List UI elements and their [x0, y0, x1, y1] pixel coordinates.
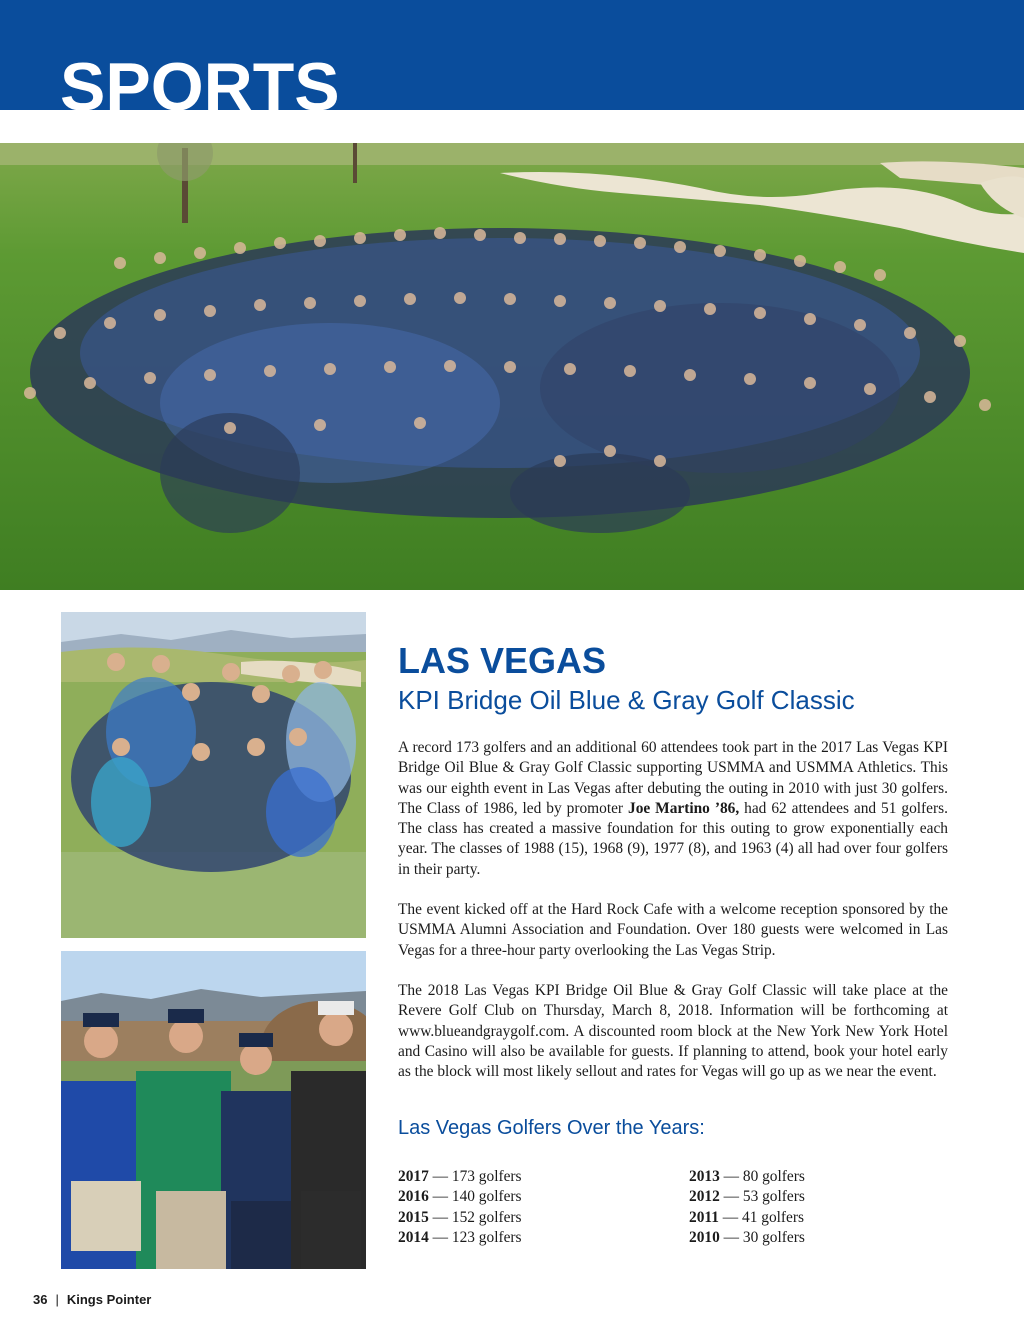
dash: — — [719, 1168, 743, 1185]
page-number: 36 — [33, 1292, 48, 1307]
dash: — — [719, 1228, 743, 1246]
article-heading: LAS VEGAS — [398, 640, 607, 681]
article-subheading: KPI Bridge Oil Blue & Gray Golf Classic — [398, 685, 855, 715]
list-item — [689, 1208, 805, 1228]
dash: — — [719, 1188, 743, 1206]
list-item — [398, 1187, 522, 1207]
year: 2011 — [689, 1208, 719, 1226]
paragraph-text: A record 173 golfers and an additional 60 attendees took part in the 2017 Las Vegas KPI Bridge Oil Blue & Gray Golf Classic supporting USMMA and USMMA Athletics. This was our eighth event in Las Vegas after debuting the outing in 2010 with just 30 golfers. The Class of 1986, led by promoter — [398, 739, 948, 817]
golfer-count: 53 golfers — [742, 1188, 805, 1206]
list-item — [689, 1228, 805, 1248]
golfer-count: 80 golfers — [742, 1168, 805, 1185]
year: 2017 — [398, 1168, 429, 1185]
publication-name: Kings Pointer — [66, 1292, 152, 1307]
section-title: SPORTS — [60, 49, 340, 125]
paragraph-text: had 62 attendees and 51 golfers. The class has created a massive foundation for this outing to grow exponentially each year. The classes of 1988 (15), 1968 (9), 1977 (8), and 1963 (4) all had over four golfers in their party. — [398, 799, 948, 878]
list-item — [398, 1208, 522, 1228]
dash: — — [428, 1228, 452, 1246]
golfer-count: 152 golfers — [451, 1208, 522, 1226]
promoter-name: Joe Martino ’86, — [628, 799, 740, 817]
group-photo-golfers-on-green — [61, 612, 366, 938]
paragraph-2018-event: The 2018 Las Vegas KPI Bridge Oil Blue & Gray Golf Classic will take place at the Revere Golf Club on Thursday, March 8, 2018. Information will be forthcoming at www.blueandgraygolf.com. A discounted room block at the New York New York Hotel and Casino will also be available for guests. If planning to attend, book your hotel early as the block will most likely sellout and rates for Vegas will go up as we near the event. — [398, 981, 948, 1081]
year: 2016 — [398, 1188, 429, 1206]
hero-group-photo — [0, 143, 1024, 590]
year: 2013 — [689, 1168, 720, 1185]
golfers-list-left — [398, 1167, 522, 1248]
list-item — [689, 1187, 805, 1207]
footer-separator: | — [55, 1292, 59, 1307]
page-footer — [33, 1292, 151, 1307]
article-body — [398, 738, 948, 1102]
year: 2014 — [398, 1228, 429, 1246]
year: 2015 — [398, 1208, 429, 1226]
photo-four-golfers — [61, 951, 366, 1269]
year: 2010 — [689, 1228, 720, 1246]
list-item — [689, 1167, 805, 1187]
list-item — [398, 1167, 522, 1187]
golfer-count: 140 golfers — [451, 1188, 522, 1206]
golfers-list-right — [689, 1167, 805, 1248]
golfers-over-years-heading: Las Vegas Golfers Over the Years: — [398, 1117, 705, 1139]
paragraph-reception: The event kicked off at the Hard Rock Cafe with a welcome reception sponsored by the USMMA Alumni Association and Foundation. Over 180 guests were welcomed in Las Vegas for a three-hour party overlooking the Las Vegas Strip. — [398, 901, 948, 959]
golfer-count: 173 golfers — [451, 1168, 522, 1185]
list-item — [398, 1228, 522, 1248]
dash: — — [428, 1168, 452, 1185]
golfer-count: 123 golfers — [451, 1228, 522, 1246]
dash: — — [718, 1208, 743, 1226]
paragraph-record-turnout — [398, 738, 948, 880]
year: 2012 — [689, 1188, 720, 1206]
golfer-count: 41 golfers — [742, 1208, 805, 1226]
golfer-count: 30 golfers — [742, 1228, 805, 1246]
dash: — — [428, 1188, 452, 1206]
dash: — — [428, 1208, 452, 1226]
